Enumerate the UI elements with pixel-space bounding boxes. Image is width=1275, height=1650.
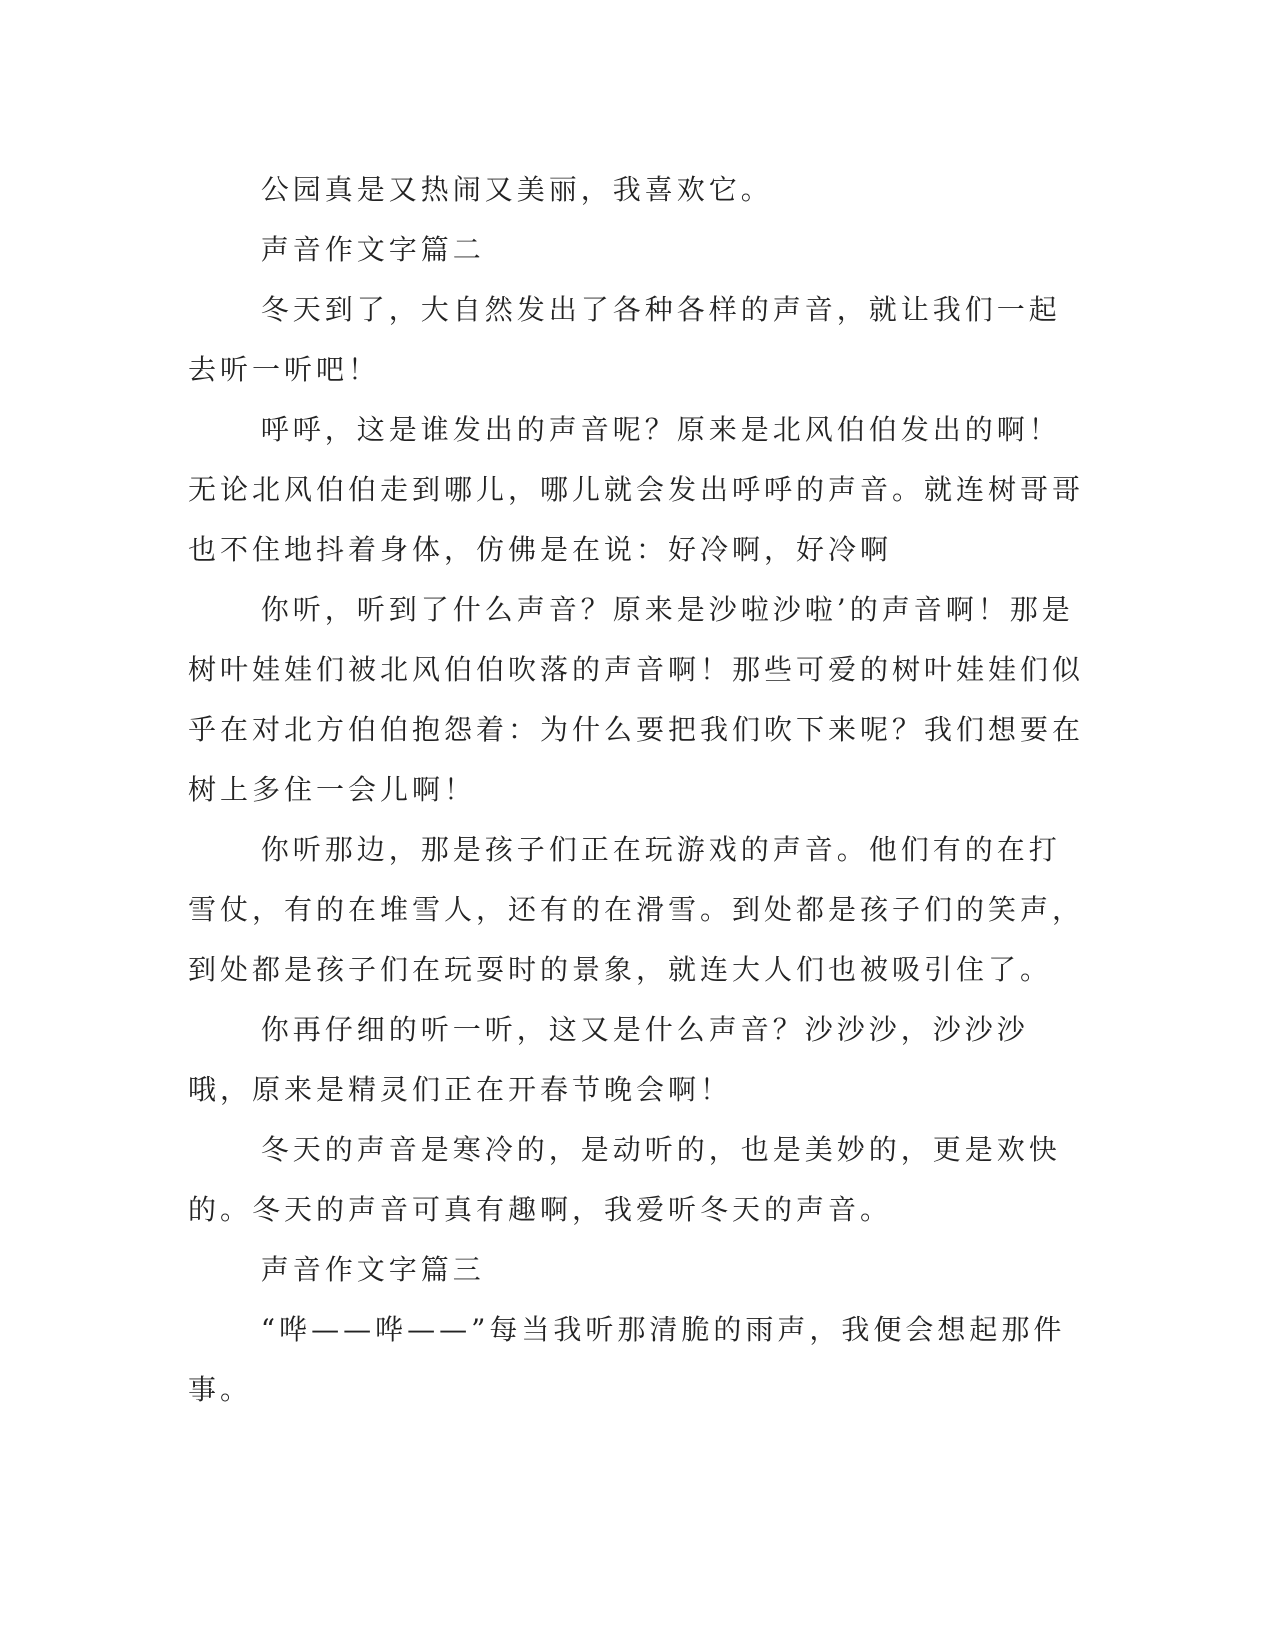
document-body — [188, 160, 1088, 1420]
paragraph-children-playing: 你听那边，那是孩子们正在玩游戏的声音。他们有的在打雪仗，有的在堆雪人，还有的在滑雪。到处都是孩子们的笑声，到处都是孩子们在玩耍时的景象，就连大人们也被吸引住了。 — [188, 833, 1085, 986]
paragraph-winter-intro: 冬天到了，大自然发出了各种各样的声音，就让我们一起去听一听吧！ — [188, 293, 1061, 386]
section-heading-two: 声音作文字篇二 — [260, 233, 485, 266]
paragraph-winter-conclusion: 冬天的声音是寒冷的，是动听的，也是美妙的，更是欢快的。冬天的声音可真有趣啊，我爱听冬天的声音。 — [188, 1133, 1061, 1226]
paragraph-park-ending: 公园真是又热闹又美丽，我喜欢它。 — [260, 173, 773, 206]
paragraph-north-wind: 呼呼，这是谁发出的声音呢？原来是北风伯伯发出的啊！无论北风伯伯走到哪儿，哪儿就会发出呼呼的声音。就连树哥哥也不住地抖着身体，仿佛是在说：好冷啊，好冷啊 — [188, 413, 1085, 566]
section-heading-three: 声音作文字篇三 — [260, 1253, 485, 1286]
paragraph-elves: 你再仔细的听一听，这又是什么声音？沙沙沙，沙沙沙哦，原来是精灵们正在开春节晚会啊！ — [188, 1013, 1029, 1106]
paragraph-leaves: 你听，听到了什么声音？原来是沙啦沙啦’的声音啊！那是树叶娃娃们被北风伯伯吹落的声音啊！那些可爱的树叶娃娃们似乎在对北方伯伯抱怨着：为什么要把我们吹下来呢？我们想要在树上多住一会儿啊！ — [188, 593, 1085, 806]
paragraph-rain-sound: “哗——哗——”每当我听那清脆的雨声，我便会想起那件事。 — [188, 1313, 1066, 1406]
